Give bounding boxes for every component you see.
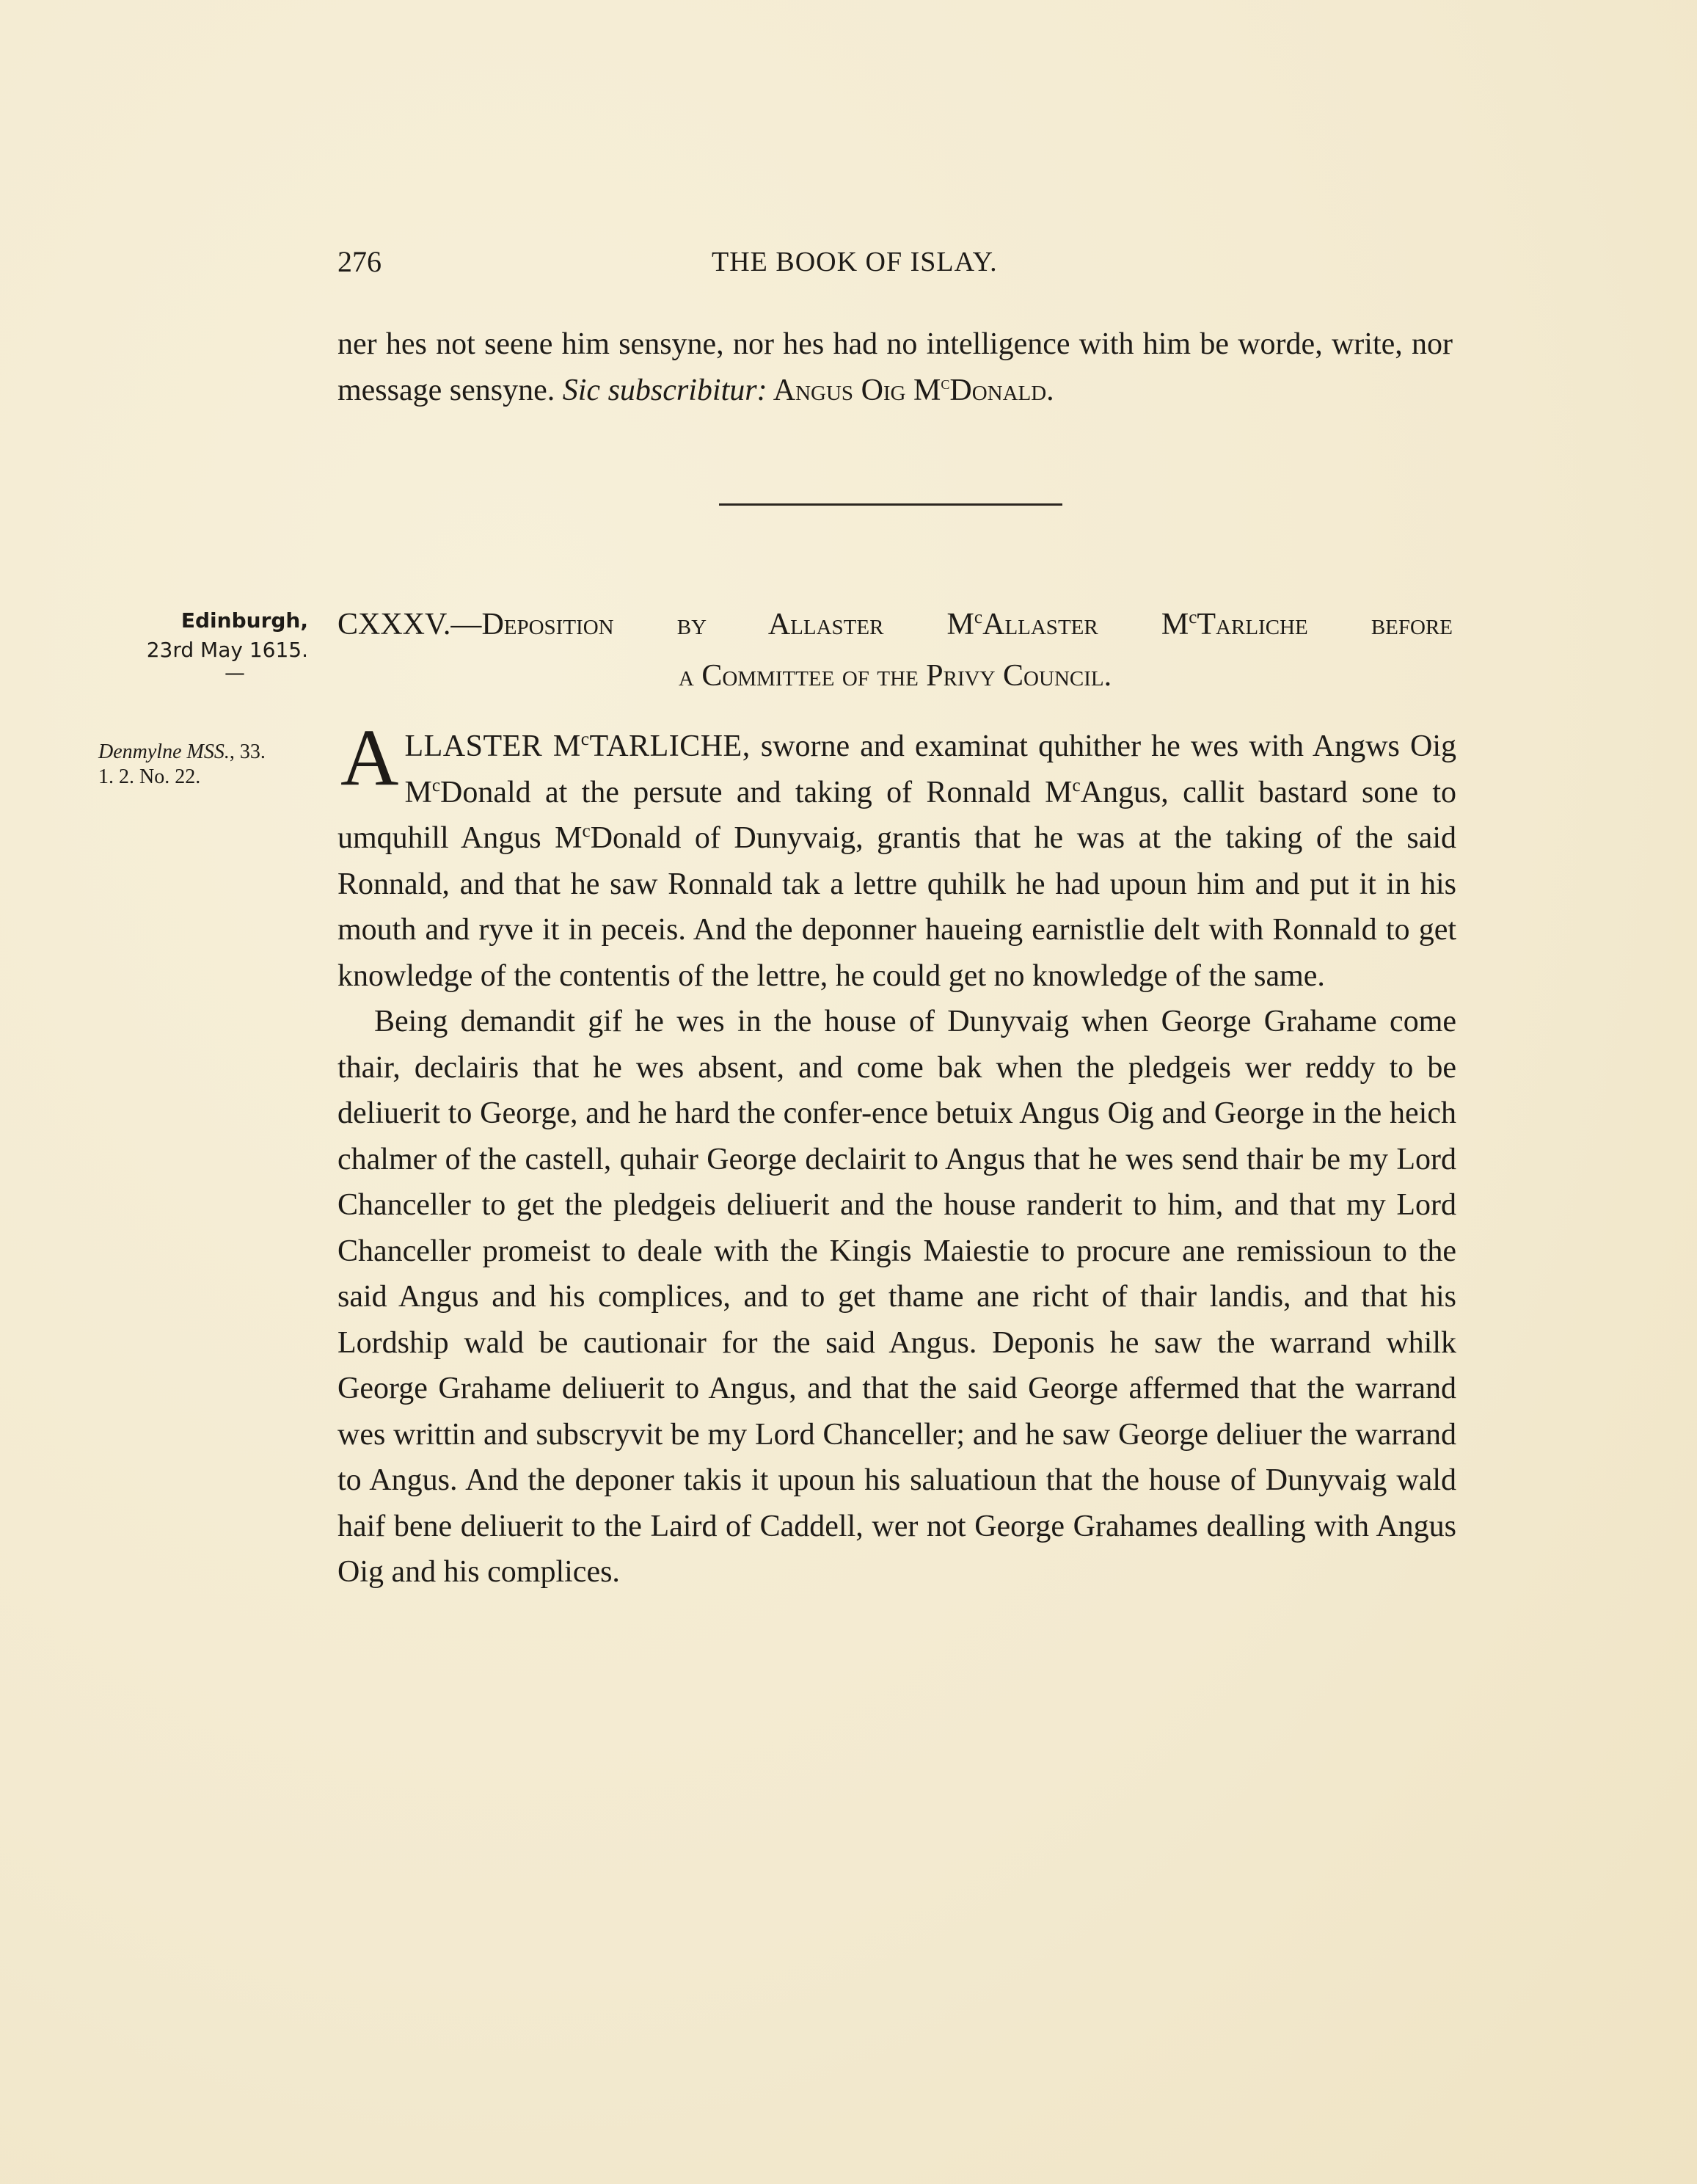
margin-source-name: Denmylne MSS. <box>98 740 230 763</box>
continuation-text: ner hes not seene him sensyne, nor hes had no intelligence with him be worde, write, nor message sensyne. <box>337 327 1453 407</box>
paragraph-1-sup-1: c <box>431 775 440 796</box>
lead-name <box>404 729 750 763</box>
margin-date: 23rd May 1615. <box>146 638 308 662</box>
document-body <box>337 713 1457 1595</box>
paragraph-1-text-c: Angus, callit bastard sone to umquhill Angus M <box>337 775 1457 855</box>
heading-line-2: a Committee of the Privy Council. <box>678 659 1112 693</box>
signature <box>767 374 1054 407</box>
section-divider <box>719 503 1062 506</box>
lead-name-part-2: TARLICHE, <box>589 729 751 763</box>
heading-title-part-1: Deposition by Allaster M <box>481 608 974 641</box>
margin-source-reference: 1. 2. No. 22. <box>98 765 201 788</box>
paragraph-2: Being demandit gif he wes in the house of Dunyvaig when George Grahame come thair, declairis that he wes absent, and come bak when the pledgeis wer reddy to be deliuerit to George, and he hard the confer-ence betuix Angus Oig and George in the heich chalmer of the castell, quhair George declairit to Angus that he wes send thair be my Lord Chanceller to get the pledgeis deliuerit and the house randerit to him, and that my Lord Chanceller promeist to deale with the Kingis Maiestie to procure ane remissioun to the said Angus and his complices, and to get thame ane richt of thair landis, and that his Lordship wald be cautionair for the said Angus. Deponis he saw the warrand whilk George Grahame deliuerit to Angus, and that the said George affermed that the warrand wes writtin and subscryvit be my Lord Chanceller; and he saw George deliuer the warrand to Angus. And the deponer takis it upoun his saluatioun that the house of Dunyvaig wald haif bene deliuerit to the Laird of Caddell, wer not George Grahames dealling with Angus Oig and his complices. <box>337 1005 1456 1589</box>
paragraph-1-sup-3: c <box>582 821 591 841</box>
signature-surname: Donald. <box>949 374 1054 407</box>
heading-title-part-3: Tarliche before <box>1197 608 1453 641</box>
paragraph-1-text-a: sworne and examinat quhither he wes with Angws Oig M <box>404 729 1456 809</box>
paragraph-1-text-b: Donald at the persute and taking of Ronnald M <box>440 775 1073 809</box>
margin-dash: — <box>225 660 245 685</box>
page-number: 276 <box>337 245 382 278</box>
heading-superscript-1: c <box>974 608 983 627</box>
lead-name-superscript: c <box>580 729 590 749</box>
margin-source-note <box>98 740 311 790</box>
paragraph-1-text-d: Donald of Dunyvaig, grantis that he was at the taking of the said Ronnald, and that he saw Ronnald tak a lettre quhilk he had upoun him and put it in his mouth and ryve it in peceis. And the deponner haueing earnistlie delt with Ronnald to get knowledge of the contentis of the lettre, he could get no knowledge of the same. <box>337 821 1456 993</box>
sic-subscribitur-label: Sic subscribitur: <box>562 374 767 407</box>
margin-place: Edinburgh, <box>180 608 308 633</box>
paragraph-1 <box>337 713 1457 999</box>
document-heading <box>337 599 1453 702</box>
page-header <box>337 244 1453 280</box>
margin-source-volume: , 33. <box>229 740 266 763</box>
heading-title-part-2: Allaster M <box>982 608 1189 641</box>
continuation-paragraph <box>337 321 1453 414</box>
drop-cap: A <box>340 713 399 802</box>
running-head: THE BOOK OF ISLAY. <box>712 247 998 277</box>
signature-name: Angus Oig M <box>767 374 941 407</box>
lead-name-part-1: LLASTER M <box>404 729 581 763</box>
margin-date-note <box>73 606 308 685</box>
heading-numeral: CXXXV.— <box>337 608 482 641</box>
heading-line-1 <box>337 599 1453 650</box>
signature-superscript: c <box>941 374 950 393</box>
paragraph-1-sup-2: c <box>1072 775 1081 796</box>
heading-superscript-2: c <box>1189 608 1197 627</box>
